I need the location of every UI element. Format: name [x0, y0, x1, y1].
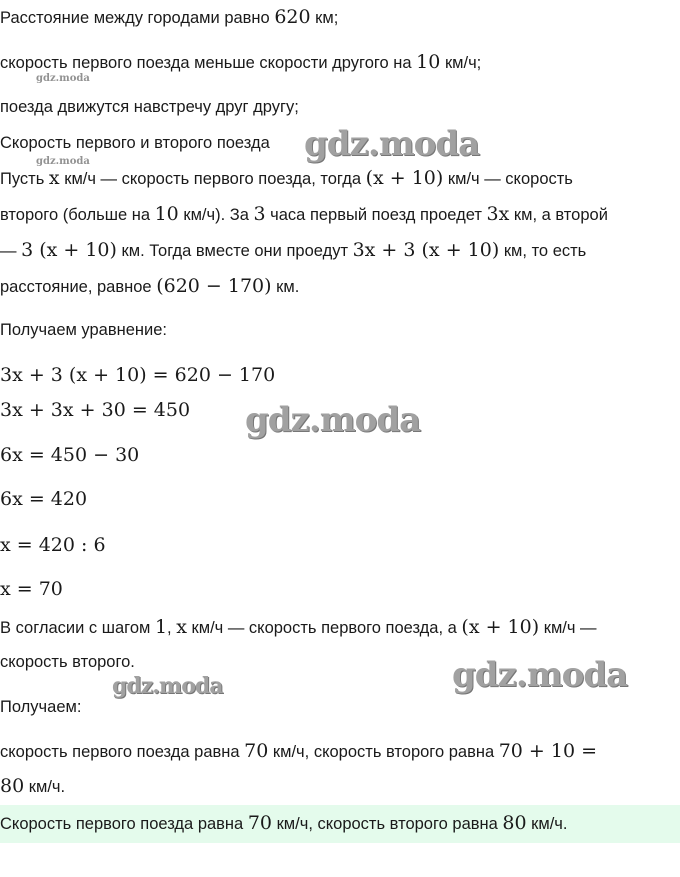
text-line: [0, 360, 275, 390]
text-line: [0, 2, 338, 32]
math-expression: 70: [247, 812, 272, 834]
math-expression: (x + 10): [461, 616, 540, 638]
text-segment: Скорость первого поезда равна: [0, 815, 248, 833]
text-segment: Расстояние между городами равно: [0, 9, 275, 27]
math-expression: 620: [274, 6, 311, 28]
text-line: [0, 235, 586, 265]
math-expression: 3: [253, 203, 266, 225]
text-segment: км/ч — скорость: [443, 170, 573, 188]
text-line: [0, 128, 270, 158]
text-segment: расстояние, равное: [0, 278, 157, 296]
watermark: gdz.moda: [245, 400, 421, 440]
text-segment: км.: [271, 278, 300, 296]
text-line: [0, 395, 190, 425]
text-line: [0, 530, 106, 560]
text-segment: км/ч;: [440, 54, 482, 72]
answer-line: [0, 808, 568, 838]
math-expression: 3 (x + 10): [21, 239, 117, 261]
text-segment: второго (больше на: [0, 206, 155, 224]
math-expression: 10: [154, 203, 179, 225]
text-line: [0, 484, 87, 514]
math-expression: (620 − 170): [156, 275, 272, 297]
watermark: gdz.moda: [36, 73, 90, 84]
text-segment: км. Тогда вместе они проедут: [116, 242, 353, 260]
text-line: [0, 440, 139, 470]
text-line: [0, 163, 573, 193]
text-segment: км/ч — скорость первого поезда, тогда: [59, 170, 366, 188]
math-expression: (x + 10): [365, 167, 444, 189]
text-segment: поезда движутся навстречу друг другу;: [0, 98, 299, 116]
text-line: [0, 199, 608, 229]
math-expression: 6x = 420: [0, 488, 88, 510]
text-segment: —: [0, 242, 22, 260]
text-segment: Пусть: [0, 170, 49, 188]
math-expression: 3x + 3 (x + 10): [352, 239, 500, 261]
math-expression: 10: [416, 51, 441, 73]
text-line: [0, 574, 63, 604]
text-line: [0, 692, 81, 722]
text-segment: Скорость первого и второго поезда: [0, 134, 270, 152]
math-expression: 80: [502, 812, 527, 834]
text-segment: км/ч.: [526, 815, 568, 833]
math-expression: 80: [0, 775, 25, 797]
text-segment: скорость первого поезда равна: [0, 743, 245, 761]
math-expression: 70 + 10 =: [498, 740, 598, 762]
text-segment: Получаем уравнение:: [0, 321, 167, 339]
text-line: [0, 92, 299, 122]
text-segment: км, то есть: [499, 242, 587, 260]
math-expression: 3x: [486, 203, 510, 225]
math-expression: x = 70: [0, 578, 63, 600]
watermark: gdz.moda: [304, 124, 480, 164]
text-segment: скорость второго.: [0, 653, 135, 671]
math-expression: 70: [244, 740, 269, 762]
math-expression: 3x + 3 (x + 10) = 620 − 170: [0, 364, 276, 386]
text-segment: км;: [310, 9, 339, 27]
text-segment: скорость первого поезда меньше скорости другого на: [0, 54, 417, 72]
text-segment: км/ч, скорость второго равна: [268, 743, 499, 761]
text-segment: км/ч — скорость первого поезда, а: [186, 619, 462, 637]
text-segment: км/ч —: [539, 619, 597, 637]
text-segment: км, а второй: [509, 206, 608, 224]
math-expression: x: [176, 616, 187, 638]
text-segment: км/ч). За: [178, 206, 254, 224]
math-expression: 6x = 450 − 30: [0, 444, 140, 466]
text-segment: Получаем:: [0, 698, 82, 716]
watermark: gdz.moda: [452, 655, 628, 695]
math-expression: x = 420 : 6: [0, 534, 106, 556]
math-expression: 3x + 3x + 30 = 450: [0, 399, 191, 421]
math-expression: 1: [154, 616, 168, 638]
text-line: [0, 736, 597, 766]
math-expression: x: [48, 167, 60, 189]
watermark: gdz.moda: [112, 673, 223, 699]
text-line: [0, 771, 65, 801]
text-line: [0, 315, 167, 345]
text-segment: часа первый поезд проедет: [265, 206, 487, 224]
watermark: gdz.moda: [36, 156, 90, 167]
text-line: [0, 612, 597, 642]
text-segment: км/ч.: [24, 778, 66, 796]
text-segment: км/ч, скорость второго равна: [272, 815, 503, 833]
text-line: [0, 271, 299, 301]
text-segment: В согласии с шагом: [0, 619, 155, 637]
text-segment: ,: [167, 619, 177, 637]
